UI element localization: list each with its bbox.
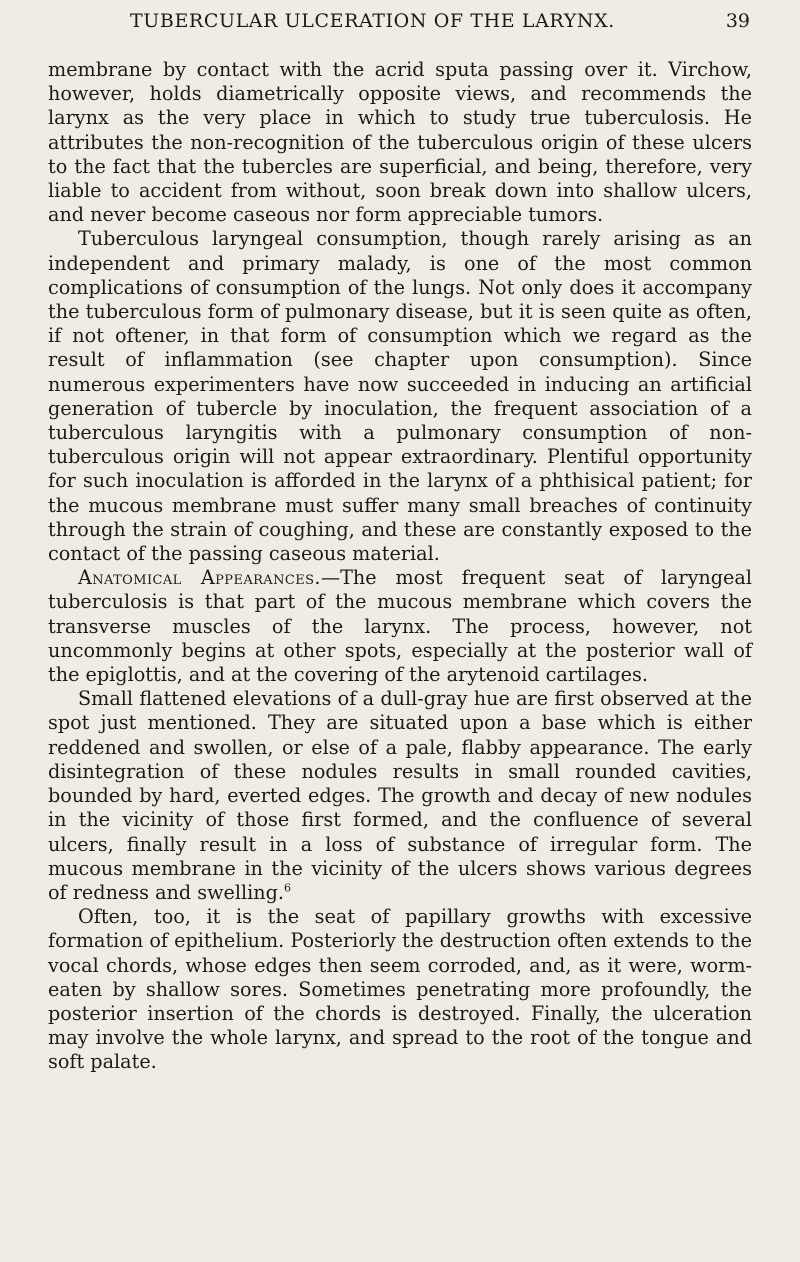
paragraph (48, 566, 752, 687)
paragraph-text: Tuberculous laryngeal consumption, though rarely arising as an independent and primary malady, is one of the most common complications of consumption of the lungs. Not only does it accompany the tuberculous form of pulmonary disease, but it is seen quite as often, if not oftener, in that form of consumption which we regard as the result of inflammation (see chapter upon consumption). Since numerous experimenters have now succeeded in inducing an artificial generation of tubercle by inoculation, the frequent association of a tuberculous laryngitis with a pulmonary consumption of non-tuberculous origin will not appear extraordinary. Plentiful opportunity for such inoculation is afforded in the larynx of a phthisical patient; for the mucous membrane must suffer many small breaches of continuity through the strain of coughing, and these are constantly exposed to the contact of the passing caseous material. (48, 227, 752, 566)
body-text (48, 58, 752, 1075)
page-number: 39 (725, 10, 750, 32)
paragraph (48, 58, 752, 227)
paragraph-text: Small flattened elevations of a dull-gray hue are first observed at the spot just mentioned. They are situated upon a base which is either reddened and swollen, or else of a pale, flabby appearance. The early disintegration of these nodules results in small rounded cavities, bounded by hard, everted edges. The growth and decay of new nodules in the vicinity of those first formed, and the confluence of several ulcers, finally result in a loss of substance of irregular form. The mucous membrane in the vicinity of the ulcers shows various degrees of redness and swelling. (48, 687, 752, 904)
running-head: TUBERCULAR ULCERATION OF THE LARYNX. (130, 10, 615, 32)
paragraph (48, 227, 752, 566)
section-heading: Anatomical Appearances. (78, 566, 321, 590)
footnote-marker: 6 (284, 881, 292, 895)
page-header (130, 8, 750, 36)
paragraph (48, 905, 752, 1074)
paragraph-text: Often, too, it is the seat of papillary growths with excessive formation of epithelium. Posteriorly the destruction often extends to the vocal chords, whose edges then seem corroded, and, as it were, worm-eaten by shallow sores. Sometimes penetrating more profoundly, the posterior insertion of the chords is destroyed. Finally, the ulceration may involve the whole larynx, and spread to the root of the tongue and soft palate. (48, 905, 752, 1074)
paragraph (48, 687, 752, 905)
paragraph-text: membrane by contact with the acrid sputa passing over it. Virchow, however, holds diametrically opposite views, and recommends the larynx as the very place in which to study true tuberculosis. He attributes the non-recognition of the tuberculous origin of these ulcers to the fact that the tubercles are superficial, and being, therefore, very liable to accident from without, soon break down into shallow ulcers, and never become caseous nor form appreciable tumors. (48, 58, 752, 227)
paragraph-text: —The most frequent seat of laryngeal tuberculosis is that part of the mucous membrane which covers the transverse muscles of the larynx. The process, however, not uncommonly begins at other spots, especially at the posterior wall of the epiglottis, and at the covering of the arytenoid cartilages. (48, 566, 752, 687)
